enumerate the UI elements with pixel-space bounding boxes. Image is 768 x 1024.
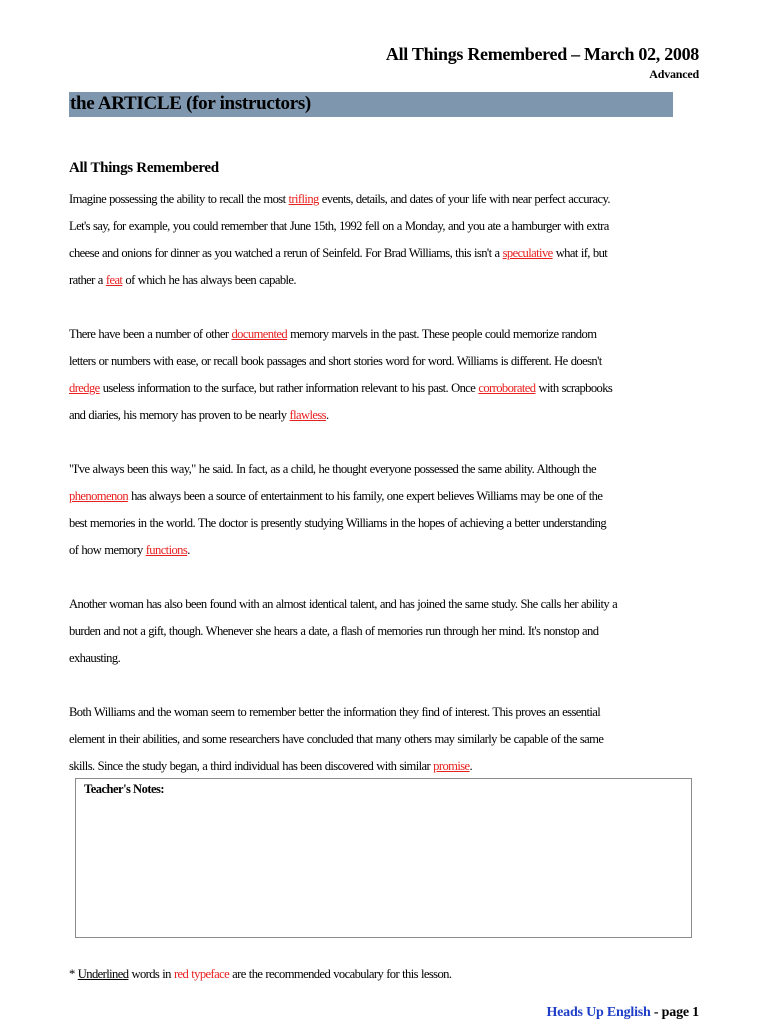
paragraph-4 (69, 591, 709, 672)
vocab-word-dredge: dredge (69, 381, 100, 395)
article-title: All Things Remembered (69, 160, 219, 176)
footer-brand: Heads Up English (546, 1005, 651, 1020)
text-line: exhausting. (69, 651, 121, 665)
footnote-underlined: Underlined (77, 967, 129, 981)
text-line: burden and not a gift, though. Whenever she hears a date, a flash of memories run through her mind. It's nonstop and (69, 624, 599, 638)
text-line: of how memory functions. (69, 543, 190, 557)
header-title: All Things Remembered – March 02, 2008 (385, 44, 699, 64)
vocab-word-documented: documented (231, 327, 288, 341)
text-line: Imagine possessing the ability to recall the most trifling events, details, and dates of your life with near perfect accuracy. (69, 192, 610, 206)
paragraph-3 (69, 456, 709, 564)
text-line: "I've always been this way," he said. In fact, as a child, he thought everyone possessed the same ability. Although the (69, 462, 596, 476)
vocab-word-phenomenon: phenomenon (69, 489, 129, 503)
header-level: Advanced (649, 67, 699, 81)
vocab-word-speculative: speculative (502, 246, 553, 260)
text-line: Let's say, for example, you could remember that June 15th, 1992 fell on a Monday, and you ate a hamburger with extra (69, 219, 609, 233)
section-banner (69, 92, 673, 117)
vocab-word-trifling: trifling (288, 192, 319, 206)
page-footer (546, 1005, 699, 1021)
paragraph-5 (69, 699, 709, 780)
text-line: Both Williams and the woman seem to remember better the information they find of interest. This proves an essential (69, 705, 601, 719)
footer-page-number: - page 1 (650, 1005, 699, 1020)
paragraph-1 (69, 186, 709, 294)
article-body (69, 186, 709, 807)
text-line: Another woman has also been found with an almost identical talent, and has joined the same study. She calls her ability a (69, 597, 618, 611)
vocab-word-promise: promise (433, 759, 470, 773)
text-line: rather a feat of which he has always been capable. (69, 273, 296, 287)
text-line: phenomenon has always been a source of entertainment to his family, one expert believes Williams may be one of the (69, 489, 603, 503)
vocab-word-functions: functions (145, 543, 188, 557)
vocab-word-corroborated: corroborated (478, 381, 536, 395)
text-line: best memories in the world. The doctor is presently studying Williams in the hopes of achieving a better understanding (69, 516, 607, 530)
text-line: and diaries, his memory has proven to be nearly flawless. (69, 408, 329, 422)
paragraph-2 (69, 321, 709, 429)
vocab-word-feat: feat (105, 273, 123, 287)
text-line: element in their abilities, and some researchers have concluded that many others may similarly be capable of the same (69, 732, 604, 746)
footnote-red-typeface: red typeface (173, 967, 230, 981)
teacher-notes-label: Teacher's Notes: (84, 782, 165, 796)
text-line: dredge useless information to the surface, but rather information relevant to his past. Once corroborated with scrapbooks (69, 381, 613, 395)
section-banner-text: the ARTICLE (for instructors) (70, 93, 311, 114)
vocabulary-footnote: * Underlined words in red typeface are the recommended vocabulary for this lesson. (69, 967, 452, 981)
vocab-word-flawless: flawless (289, 408, 326, 422)
text-line: letters or numbers with ease, or recall book passages and short stories word for word. Williams is different. He doesn't (69, 354, 602, 368)
text-line: skills. Since the study began, a third individual has been discovered with similar promise. (69, 759, 473, 773)
teacher-notes-box (75, 778, 692, 938)
text-line: There have been a number of other documented memory marvels in the past. These people could memorize random (69, 327, 597, 341)
text-line: cheese and onions for dinner as you watched a rerun of Seinfeld. For Brad Williams, this isn't a speculative what if, but (69, 246, 608, 260)
